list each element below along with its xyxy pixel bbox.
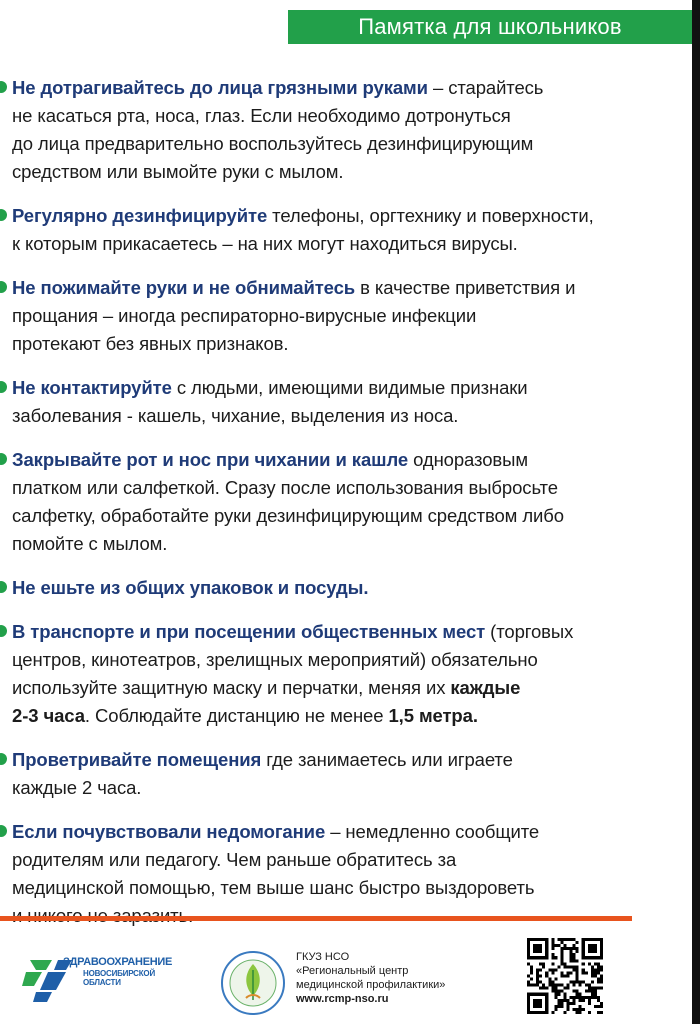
org-full-name-1: «Региональный центр — [296, 965, 409, 977]
tip-text — [12, 202, 640, 258]
tip-text — [12, 574, 640, 602]
tip-body: центров, кинотеатров, зрелищных мероприятий) обязательно — [12, 649, 538, 670]
bullet-icon — [0, 453, 7, 465]
tip-body: – немедленно сообщите — [325, 821, 540, 842]
tip-item — [0, 746, 640, 802]
tip-heading: Не контактируйте — [12, 377, 172, 398]
tip-heading: Не ешьте из общих упаковок и посуды. — [12, 577, 369, 598]
tip-text — [12, 446, 640, 558]
bullet-icon — [0, 381, 7, 393]
tip-body: телефоны, оргтехнику и поверхности, — [267, 205, 594, 226]
bullet-icon — [0, 625, 7, 637]
tip-heading: Закрывайте рот и нос при чихании и кашле — [12, 449, 409, 470]
tip-body: одноразовым — [408, 449, 528, 470]
bullet-icon — [0, 581, 7, 593]
footer-divider — [0, 916, 632, 921]
tip-body: заболевания - кашель, чихание, выделения из носа. — [12, 405, 459, 426]
tips-list — [0, 74, 640, 946]
tip-text — [12, 274, 640, 358]
tip-body: к которым прикасаетесь – на них могут находиться вирусы. — [12, 233, 518, 254]
bullet-icon — [0, 825, 7, 837]
tip-item — [0, 574, 640, 602]
tip-text — [12, 746, 640, 802]
rcmp-seal-logo — [220, 950, 286, 1016]
tip-body: – старайтесь — [427, 77, 544, 98]
edge-strip — [692, 0, 700, 1024]
tip-item — [0, 374, 640, 430]
tip-body: прощания – иногда респираторно-вирусные инфекции — [12, 305, 477, 326]
tip-body: медицинской помощью, тем выше шанс быстро выздороветь — [12, 877, 535, 898]
organization-info — [296, 950, 445, 1006]
tip-body: с людьми, имеющими видимые признаки — [171, 377, 528, 398]
tip-heading: Не дотрагивайтесь до лица грязными руками — [12, 77, 428, 98]
tip-heading: Регулярно дезинфицируйте — [12, 205, 268, 226]
tip-text — [12, 74, 640, 186]
tip-emphasis: 1,5 метра. — [388, 705, 478, 726]
org-name: ГКУЗ НСО — [296, 951, 350, 963]
tip-heading: Проветривайте помещения — [12, 749, 262, 770]
zdravookhranenie-logo — [18, 942, 188, 1012]
bullet-icon — [0, 209, 7, 221]
qr-code-icon — [527, 938, 603, 1014]
tip-body: средством или вымойте руки с мылом. — [12, 161, 344, 182]
tip-body: каждые 2 часа. — [12, 777, 142, 798]
zdrav-logo-icon — [18, 942, 88, 1012]
tip-item — [0, 446, 640, 558]
page-title: Памятка для школьников — [288, 10, 692, 44]
bullet-icon — [0, 81, 7, 93]
logo-text-line1: ЗДРАВООХРАНЕНИЕ — [63, 956, 173, 968]
tip-body: помойте с мылом. — [12, 533, 168, 554]
tip-body: салфетку, обработайте руки дезинфицирующим средством либо — [12, 505, 564, 526]
rcmp-seal-icon — [220, 950, 286, 1016]
tip-item — [0, 818, 640, 930]
tip-text — [12, 618, 640, 730]
tip-emphasis: 2-3 часа — [12, 705, 85, 726]
tip-body: протекают без явных признаков. — [12, 333, 289, 354]
bullet-icon — [0, 281, 7, 293]
tip-body: платком или салфеткой. Сразу после использования выбросьте — [12, 477, 558, 498]
tip-heading: Не пожимайте руки и не обнимайтесь — [12, 277, 356, 298]
tip-body: в качестве приветствия и — [355, 277, 576, 298]
logo-text-line2: НОВОСИБИРСКОЙ ОБЛАСТИ — [83, 969, 155, 987]
tip-body: используйте защитную маску и перчатки, меняя их — [12, 677, 451, 698]
tip-heading: Если почувствовали недомогание — [12, 821, 326, 842]
tip-emphasis: каждые — [450, 677, 521, 698]
tip-item — [0, 74, 640, 186]
tip-item — [0, 618, 640, 730]
tip-body: до лица предварительно воспользуйтесь дезинфицирующим — [12, 133, 534, 154]
tip-text — [12, 374, 640, 430]
org-full-name-2: медицинской профилактики» — [296, 979, 446, 991]
tip-text — [12, 818, 640, 930]
bullet-icon — [0, 753, 7, 765]
tip-heading: В транспорте и при посещении общественных мест — [12, 621, 486, 642]
org-website: www.rcmp-nso.ru — [296, 993, 389, 1005]
tip-item — [0, 274, 640, 358]
tip-body: родителям или педагогу. Чем раньше обратитесь за — [12, 849, 457, 870]
footer — [0, 930, 692, 1024]
tip-body: (торговых — [485, 621, 574, 642]
tip-body: не касаться рта, носа, глаз. Если необходимо дотронуться — [12, 105, 511, 126]
tip-item — [0, 202, 640, 258]
tip-body: где занимаетесь или играете — [261, 749, 513, 770]
tip-body: . Соблюдайте дистанцию не менее — [84, 705, 389, 726]
